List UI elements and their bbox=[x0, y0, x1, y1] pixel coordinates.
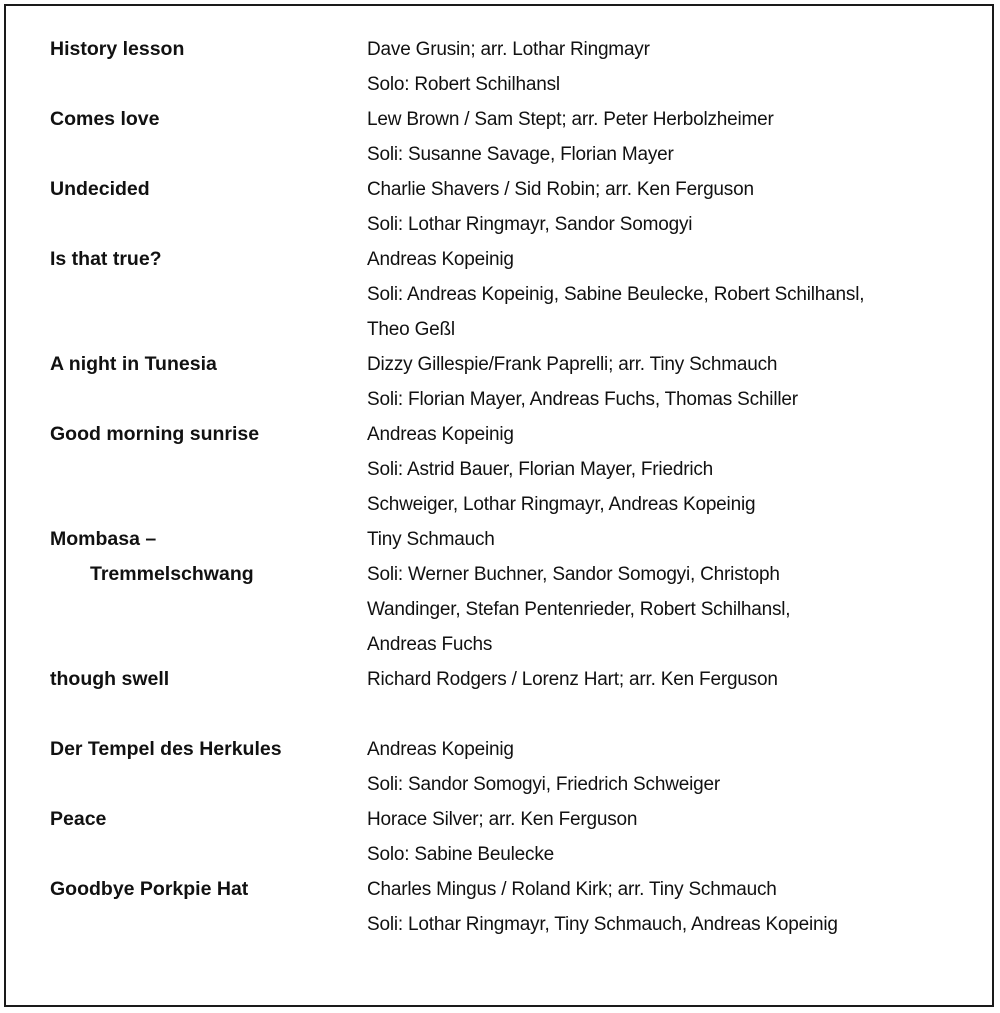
program-row bbox=[50, 102, 950, 137]
piece-credits: Theo Geßl bbox=[367, 319, 455, 340]
program-row bbox=[50, 767, 950, 802]
piece-credits: Tiny Schmauch bbox=[367, 529, 495, 550]
piece-credits: Dave Grusin; arr. Lothar Ringmayr bbox=[367, 39, 650, 60]
piece-title: Der Tempel des Herkules bbox=[50, 738, 282, 760]
piece-title bbox=[50, 697, 367, 732]
program-row bbox=[50, 802, 950, 837]
piece-credits: Wandinger, Stefan Pentenrieder, Robert Schilhansl, bbox=[367, 599, 791, 620]
piece-title bbox=[50, 907, 367, 942]
piece-title bbox=[50, 627, 367, 662]
piece-title: A night in Tunesia bbox=[50, 353, 217, 375]
program-row bbox=[50, 452, 950, 487]
piece-title: Undecided bbox=[50, 178, 150, 200]
piece-credits: Soli: Lothar Ringmayr, Tiny Schmauch, Andreas Kopeinig bbox=[367, 914, 838, 935]
piece-credits: Soli: Lothar Ringmayr, Sandor Somogyi bbox=[367, 214, 693, 235]
piece-title: Goodbye Porkpie Hat bbox=[50, 878, 249, 900]
piece-title: Mombasa – bbox=[50, 528, 157, 550]
program-row bbox=[50, 382, 950, 417]
program-row bbox=[50, 32, 950, 67]
piece-credits: Solo: Sabine Beulecke bbox=[367, 844, 554, 865]
piece-credits: Richard Rodgers / Lorenz Hart; arr. Ken Ferguson bbox=[367, 669, 778, 690]
program-row bbox=[50, 347, 950, 382]
piece-credits: Schweiger, Lothar Ringmayr, Andreas Kopeinig bbox=[367, 494, 756, 515]
piece-credits: Soli: Florian Mayer, Andreas Fuchs, Thomas Schiller bbox=[367, 389, 798, 410]
piece-credits: Horace Silver; arr. Ken Ferguson bbox=[367, 809, 638, 830]
piece-credits: Soli: Werner Buchner, Sandor Somogyi, Christoph bbox=[367, 564, 780, 585]
piece-credits: Andreas Kopeinig bbox=[367, 424, 514, 445]
piece-title bbox=[50, 67, 367, 102]
program-row bbox=[50, 557, 950, 592]
program-row bbox=[50, 907, 950, 942]
piece-title-continued: Tremmelschwang bbox=[90, 563, 254, 585]
piece-credits: Soli: Susanne Savage, Florian Mayer bbox=[367, 144, 674, 165]
program-row bbox=[50, 137, 950, 172]
piece-credits: Soli: Andreas Kopeinig, Sabine Beulecke, Robert Schilhansl, bbox=[367, 284, 865, 305]
piece-title bbox=[50, 452, 367, 487]
piece-credits: Lew Brown / Sam Stept; arr. Peter Herbolzheimer bbox=[367, 109, 774, 130]
piece-title bbox=[50, 837, 367, 872]
piece-credits: Charles Mingus / Roland Kirk; arr. Tiny Schmauch bbox=[367, 879, 777, 900]
piece-credits: Soli: Sandor Somogyi, Friedrich Schweiger bbox=[367, 774, 720, 795]
piece-title: Good morning sunrise bbox=[50, 423, 260, 445]
piece-credits: Andreas Kopeinig bbox=[367, 739, 514, 760]
piece-credits: Solo: Robert Schilhansl bbox=[367, 74, 560, 95]
program-row bbox=[50, 417, 950, 452]
piece-credits: Dizzy Gillespie/Frank Paprelli; arr. Tiny Schmauch bbox=[367, 354, 778, 375]
piece-title bbox=[50, 312, 367, 347]
piece-title: Comes love bbox=[50, 108, 160, 130]
piece-credits: Andreas Fuchs bbox=[367, 634, 493, 655]
program-row bbox=[50, 172, 950, 207]
program-row bbox=[50, 837, 950, 872]
program-row bbox=[50, 592, 950, 627]
program-row bbox=[50, 67, 950, 102]
program-row bbox=[50, 207, 950, 242]
program-row bbox=[50, 277, 950, 312]
piece-title bbox=[50, 137, 367, 172]
piece-credits: Andreas Kopeinig bbox=[367, 249, 514, 270]
program-row bbox=[50, 487, 950, 522]
piece-title bbox=[50, 207, 367, 242]
piece-title bbox=[50, 487, 367, 522]
program-row bbox=[50, 662, 950, 697]
piece-title bbox=[50, 382, 367, 417]
program-row bbox=[50, 242, 950, 277]
program-spacer bbox=[50, 697, 950, 732]
piece-title: Peace bbox=[50, 808, 107, 830]
piece-title bbox=[50, 767, 367, 802]
piece-credits bbox=[367, 697, 950, 732]
piece-title bbox=[50, 592, 367, 627]
program-row bbox=[50, 732, 950, 767]
piece-title: History lesson bbox=[50, 38, 185, 60]
program-list bbox=[50, 32, 950, 942]
program-row bbox=[50, 522, 950, 557]
piece-credits: Charlie Shavers / Sid Robin; arr. Ken Ferguson bbox=[367, 179, 754, 200]
piece-title: though swell bbox=[50, 668, 170, 690]
piece-credits: Soli: Astrid Bauer, Florian Mayer, Friedrich bbox=[367, 459, 714, 480]
program-row bbox=[50, 872, 950, 907]
piece-title bbox=[50, 277, 367, 312]
program-row bbox=[50, 312, 950, 347]
program-row bbox=[50, 627, 950, 662]
piece-title: Is that true? bbox=[50, 248, 162, 270]
